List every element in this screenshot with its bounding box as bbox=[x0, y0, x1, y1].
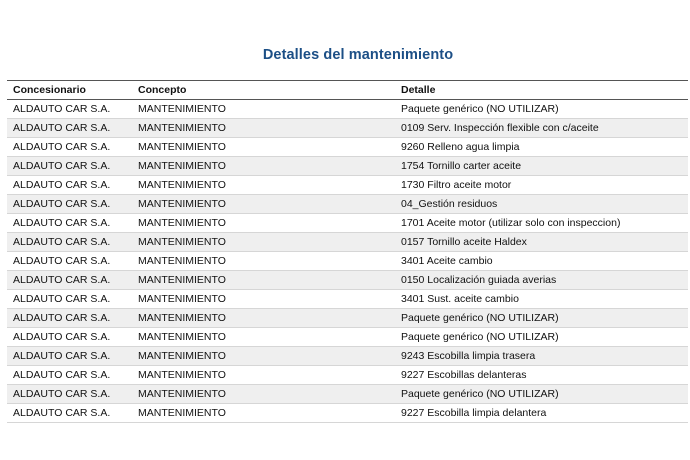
cell-concesionario: ALDAUTO CAR S.A. bbox=[7, 195, 132, 214]
cell-concepto: MANTENIMIENTO bbox=[132, 309, 395, 328]
column-header-detalle: Detalle bbox=[395, 81, 688, 100]
cell-concepto: MANTENIMIENTO bbox=[132, 366, 395, 385]
cell-concesionario: ALDAUTO CAR S.A. bbox=[7, 119, 132, 138]
cell-detalle: 0157 Tornillo aceite Haldex bbox=[395, 233, 688, 252]
cell-detalle: 0150 Localización guiada averias bbox=[395, 271, 688, 290]
cell-concesionario: ALDAUTO CAR S.A. bbox=[7, 271, 132, 290]
cell-concesionario: ALDAUTO CAR S.A. bbox=[7, 214, 132, 233]
cell-detalle: 3401 Aceite cambio bbox=[395, 252, 688, 271]
table-body bbox=[7, 100, 688, 423]
table-row bbox=[7, 328, 688, 347]
cell-concepto: MANTENIMIENTO bbox=[132, 347, 395, 366]
cell-concesionario: ALDAUTO CAR S.A. bbox=[7, 176, 132, 195]
cell-concepto: MANTENIMIENTO bbox=[132, 271, 395, 290]
table-row bbox=[7, 233, 688, 252]
cell-concesionario: ALDAUTO CAR S.A. bbox=[7, 385, 132, 404]
cell-concepto: MANTENIMIENTO bbox=[132, 233, 395, 252]
cell-concepto: MANTENIMIENTO bbox=[132, 157, 395, 176]
cell-concepto: MANTENIMIENTO bbox=[132, 214, 395, 233]
table-row bbox=[7, 366, 688, 385]
cell-detalle: 9227 Escobillas delanteras bbox=[395, 366, 688, 385]
cell-detalle: Paquete genérico (NO UTILIZAR) bbox=[395, 385, 688, 404]
cell-concesionario: ALDAUTO CAR S.A. bbox=[7, 157, 132, 176]
table-row bbox=[7, 290, 688, 309]
cell-concesionario: ALDAUTO CAR S.A. bbox=[7, 233, 132, 252]
cell-detalle: Paquete genérico (NO UTILIZAR) bbox=[395, 100, 688, 119]
maintenance-table bbox=[7, 80, 688, 423]
cell-concesionario: ALDAUTO CAR S.A. bbox=[7, 347, 132, 366]
page-title: Detalles del mantenimiento bbox=[262, 47, 454, 63]
cell-concesionario: ALDAUTO CAR S.A. bbox=[7, 290, 132, 309]
table-row bbox=[7, 100, 688, 119]
cell-concepto: MANTENIMIENTO bbox=[132, 100, 395, 119]
cell-concepto: MANTENIMIENTO bbox=[132, 195, 395, 214]
cell-detalle: Paquete genérico (NO UTILIZAR) bbox=[395, 328, 688, 347]
table-row bbox=[7, 252, 688, 271]
table-row bbox=[7, 176, 688, 195]
column-header-concesionario: Concesionario bbox=[7, 81, 132, 100]
cell-concesionario: ALDAUTO CAR S.A. bbox=[7, 252, 132, 271]
cell-detalle: 3401 Sust. aceite cambio bbox=[395, 290, 688, 309]
cell-concepto: MANTENIMIENTO bbox=[132, 252, 395, 271]
cell-concesionario: ALDAUTO CAR S.A. bbox=[7, 138, 132, 157]
cell-detalle: Paquete genérico (NO UTILIZAR) bbox=[395, 309, 688, 328]
cell-detalle: 9243 Escobilla limpia trasera bbox=[395, 347, 688, 366]
cell-concesionario: ALDAUTO CAR S.A. bbox=[7, 366, 132, 385]
table-row bbox=[7, 119, 688, 138]
cell-concepto: MANTENIMIENTO bbox=[132, 404, 395, 423]
cell-concepto: MANTENIMIENTO bbox=[132, 119, 395, 138]
cell-concesionario: ALDAUTO CAR S.A. bbox=[7, 328, 132, 347]
table-row bbox=[7, 404, 688, 423]
cell-concepto: MANTENIMIENTO bbox=[132, 176, 395, 195]
table-row bbox=[7, 157, 688, 176]
table-row bbox=[7, 271, 688, 290]
cell-concesionario: ALDAUTO CAR S.A. bbox=[7, 309, 132, 328]
cell-detalle: 0109 Serv. Inspección flexible con c/aceite bbox=[395, 119, 688, 138]
column-header-concepto: Concepto bbox=[132, 81, 395, 100]
cell-concepto: MANTENIMIENTO bbox=[132, 328, 395, 347]
cell-concepto: MANTENIMIENTO bbox=[132, 138, 395, 157]
cell-detalle: 04_Gestión residuos bbox=[395, 195, 688, 214]
table-row bbox=[7, 138, 688, 157]
cell-detalle: 9260 Relleno agua limpia bbox=[395, 138, 688, 157]
table-header-row bbox=[7, 81, 688, 100]
table-row bbox=[7, 214, 688, 233]
cell-concepto: MANTENIMIENTO bbox=[132, 385, 395, 404]
table-row bbox=[7, 309, 688, 328]
cell-detalle: 9227 Escobilla limpia delantera bbox=[395, 404, 688, 423]
cell-detalle: 1754 Tornillo carter aceite bbox=[395, 157, 688, 176]
table-row bbox=[7, 347, 688, 366]
cell-concesionario: ALDAUTO CAR S.A. bbox=[7, 100, 132, 119]
cell-concesionario: ALDAUTO CAR S.A. bbox=[7, 404, 132, 423]
table-row bbox=[7, 195, 688, 214]
cell-concepto: MANTENIMIENTO bbox=[132, 290, 395, 309]
table-row bbox=[7, 385, 688, 404]
cell-detalle: 1730 Filtro aceite motor bbox=[395, 176, 688, 195]
cell-detalle: 1701 Aceite motor (utilizar solo con inspeccion) bbox=[395, 214, 688, 233]
